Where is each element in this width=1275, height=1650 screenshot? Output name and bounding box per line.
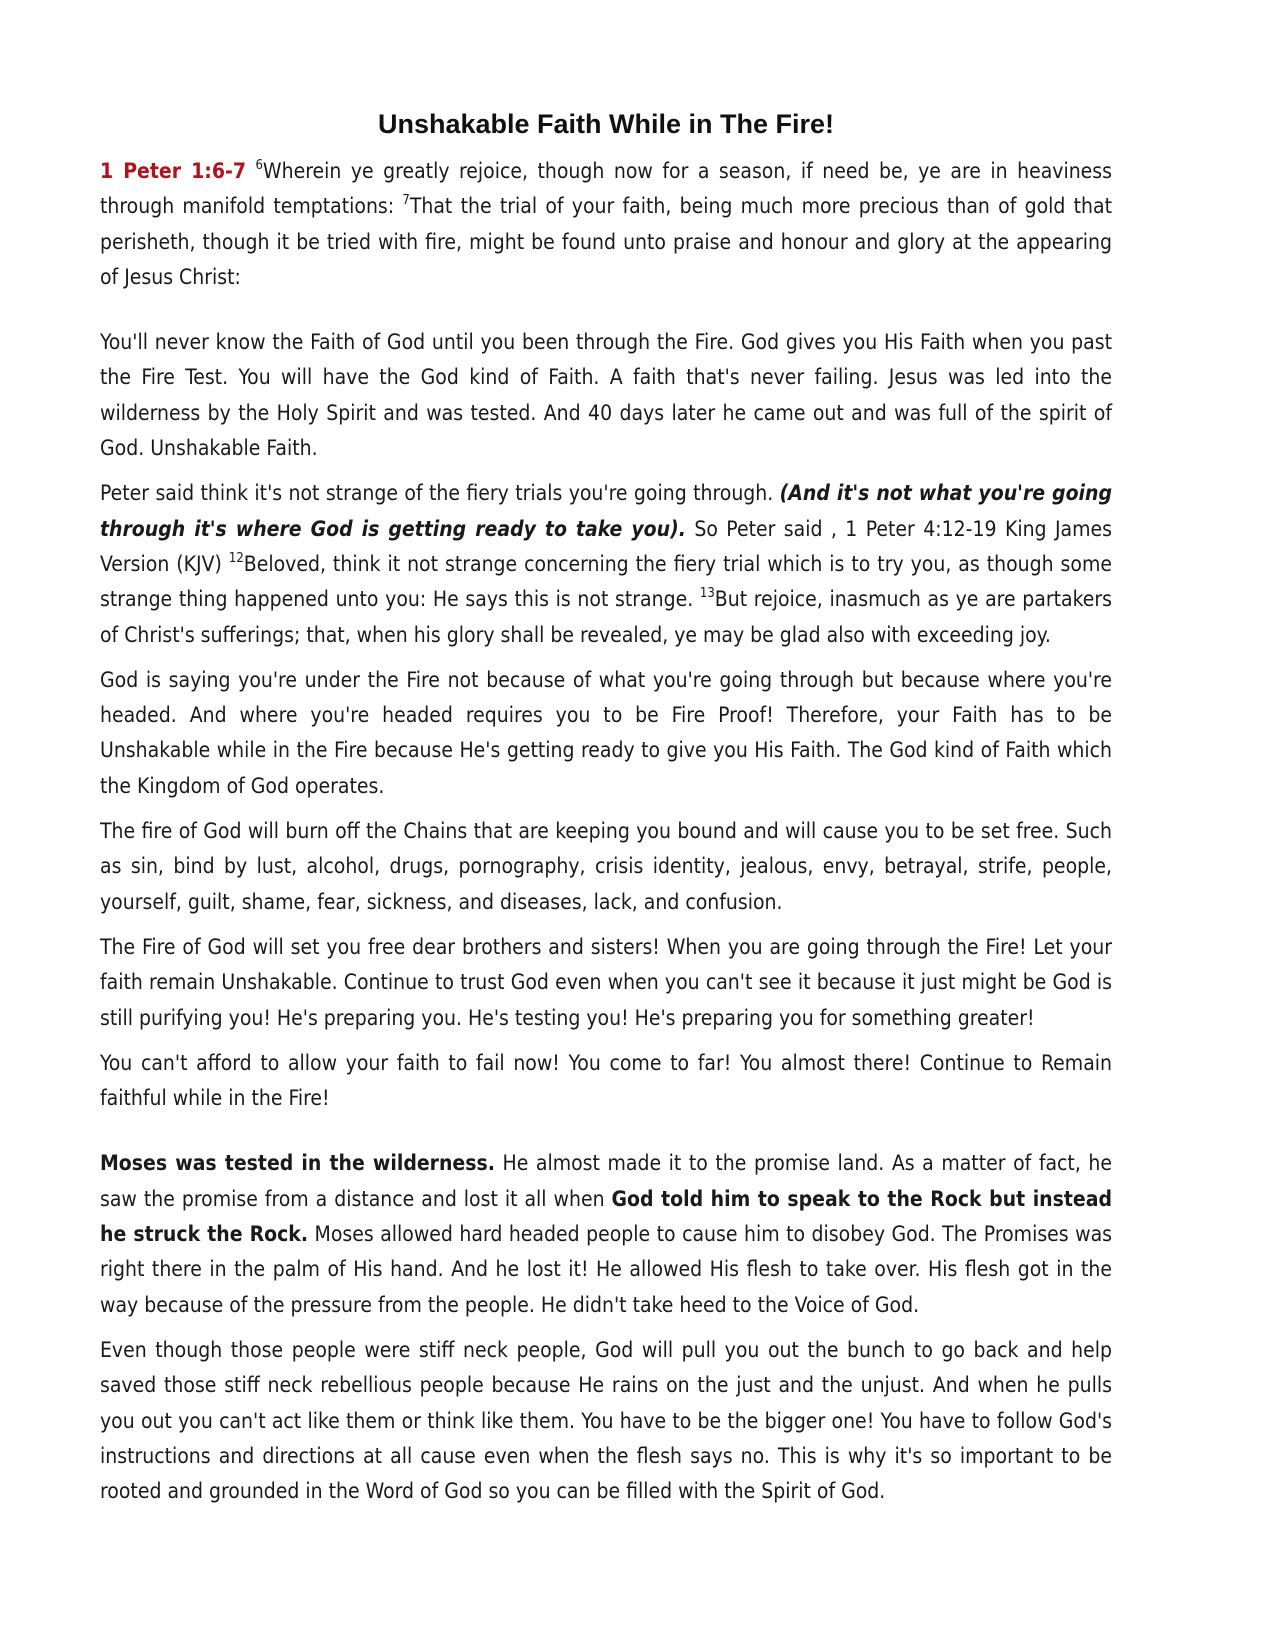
paragraph-text: But rejoice, inasmuch as ye are partakers of Christ's sufferings; that, when his glory shall be revealed, ye may be glad also with exceeding joy. — [100, 587, 1112, 647]
verse-number: 7 — [402, 193, 410, 209]
scripture-reference: 1 Peter 1:6-7 — [100, 159, 246, 183]
paragraph-text: Beloved, think it not strange concerning the fiery trial which is to try you, as though some strange thing happened unto you: He says this is not strange. — [100, 551, 1112, 612]
body-paragraph: The Fire of God will set you free dear brothers and sisters! When you are going through the Fire! Let your faith remain Unshakable. Continue to trust God even when you can't see it because it just might be God is still purifying you! He's preparing you. He's testing you! He's preparing you for something greater! — [100, 934, 1112, 1030]
body-paragraph — [100, 476, 1112, 652]
scripture-paragraph — [100, 154, 1112, 295]
page-title: Unshakable Faith While in The Fire! — [377, 109, 835, 139]
verse-number: 13 — [699, 586, 715, 602]
emphasis-text: (And it's not what you're going through it's where God is getting ready to take you). — [100, 481, 1112, 541]
bold-text: Moses was tested in the wilderness. — [100, 1151, 495, 1176]
body-paragraph — [100, 1146, 1112, 1322]
paragraph-text: Moses allowed hard headed people to cause him to disobey God. The Promises was right there in the palm of His hand. And he lost it! He allowed His flesh to take over. His flesh got in the way because of the pressure from the people. He didn't take heed to the Voice of God. — [100, 1222, 1113, 1317]
bold-text: God told him to speak to the Rock but instead he struck the Rock. — [100, 1186, 1112, 1247]
paragraph-text: He almost made it to the promise land. As a matter of fact, he saw the promise from a distance and lost it all when — [100, 1151, 1112, 1211]
body-paragraph: You'll never know the Faith of God until you been through the Fire. God gives you His Faith when you past the Fire Test. You will have the God kind of Faith. A faith that's never failing. Jesus was led into the wilderness by the Holy Spirit and was tested. And 40 days later he came out and was full of the spirit of God. Unshakable Faith. — [100, 330, 1112, 461]
body-paragraph: The fire of God will burn off the Chains that are keeping you bound and will cause you to be set free. Such as sin, bind by lust, alcohol, drugs, pornography, crisis identity, jealous, envy, betrayal, strife, people, yourself, guilt, shame, fear, sickness, and diseases, lack, and confusion. — [100, 819, 1112, 914]
document-page — [100, 100, 1112, 1519]
body-paragraph: You can't afford to allow your faith to fail now! You come to far! You almost there! Continue to Remain faithful while in the Fire! — [100, 1050, 1112, 1111]
paragraph-text: Peter said think it's not strange of the fiery trials you're going through. — [100, 481, 780, 506]
paragraph-text: So Peter said , 1 Peter 4:12-19 King James Version (KJV) — [100, 516, 1112, 576]
verse-number: 6 — [255, 158, 263, 173]
verse-text: That the trial of your faith, being much more precious than of gold that perisheth, though it be tried with fire, might be found unto praise and honour and glory at the appearing of Jesus Christ: — [100, 194, 1112, 289]
body-paragraph: God is saying you're under the Fire not because of what you're going through but because where you're headed. And where you're headed requires you to be Fire Proof! Therefore, your Faith has to be Unshakable while in the Fire because He's getting ready to give you His Faith. The God kind of Faith which the Kingdom of God operates. — [100, 667, 1112, 798]
verse-number: 12 — [228, 550, 244, 566]
body-paragraph: Even though those people were stiff neck people, God will pull you out the bunch to go back and help saved those stiff neck rebellious people because He rains on the just and the unjust. And when he pulls you out you can't act like them or think like them. You have to be the bigger one! You have to follow God's instructions and directions at all cause even when the flesh says no. This is why it's so important to be rooted and grounded in the Word of God so you can be filled with the Spirit of God. — [100, 1337, 1112, 1504]
verse-text: Wherein ye greatly rejoice, though now for a season, if need be, ye are in heaviness through manifold temptations: — [100, 159, 1112, 219]
